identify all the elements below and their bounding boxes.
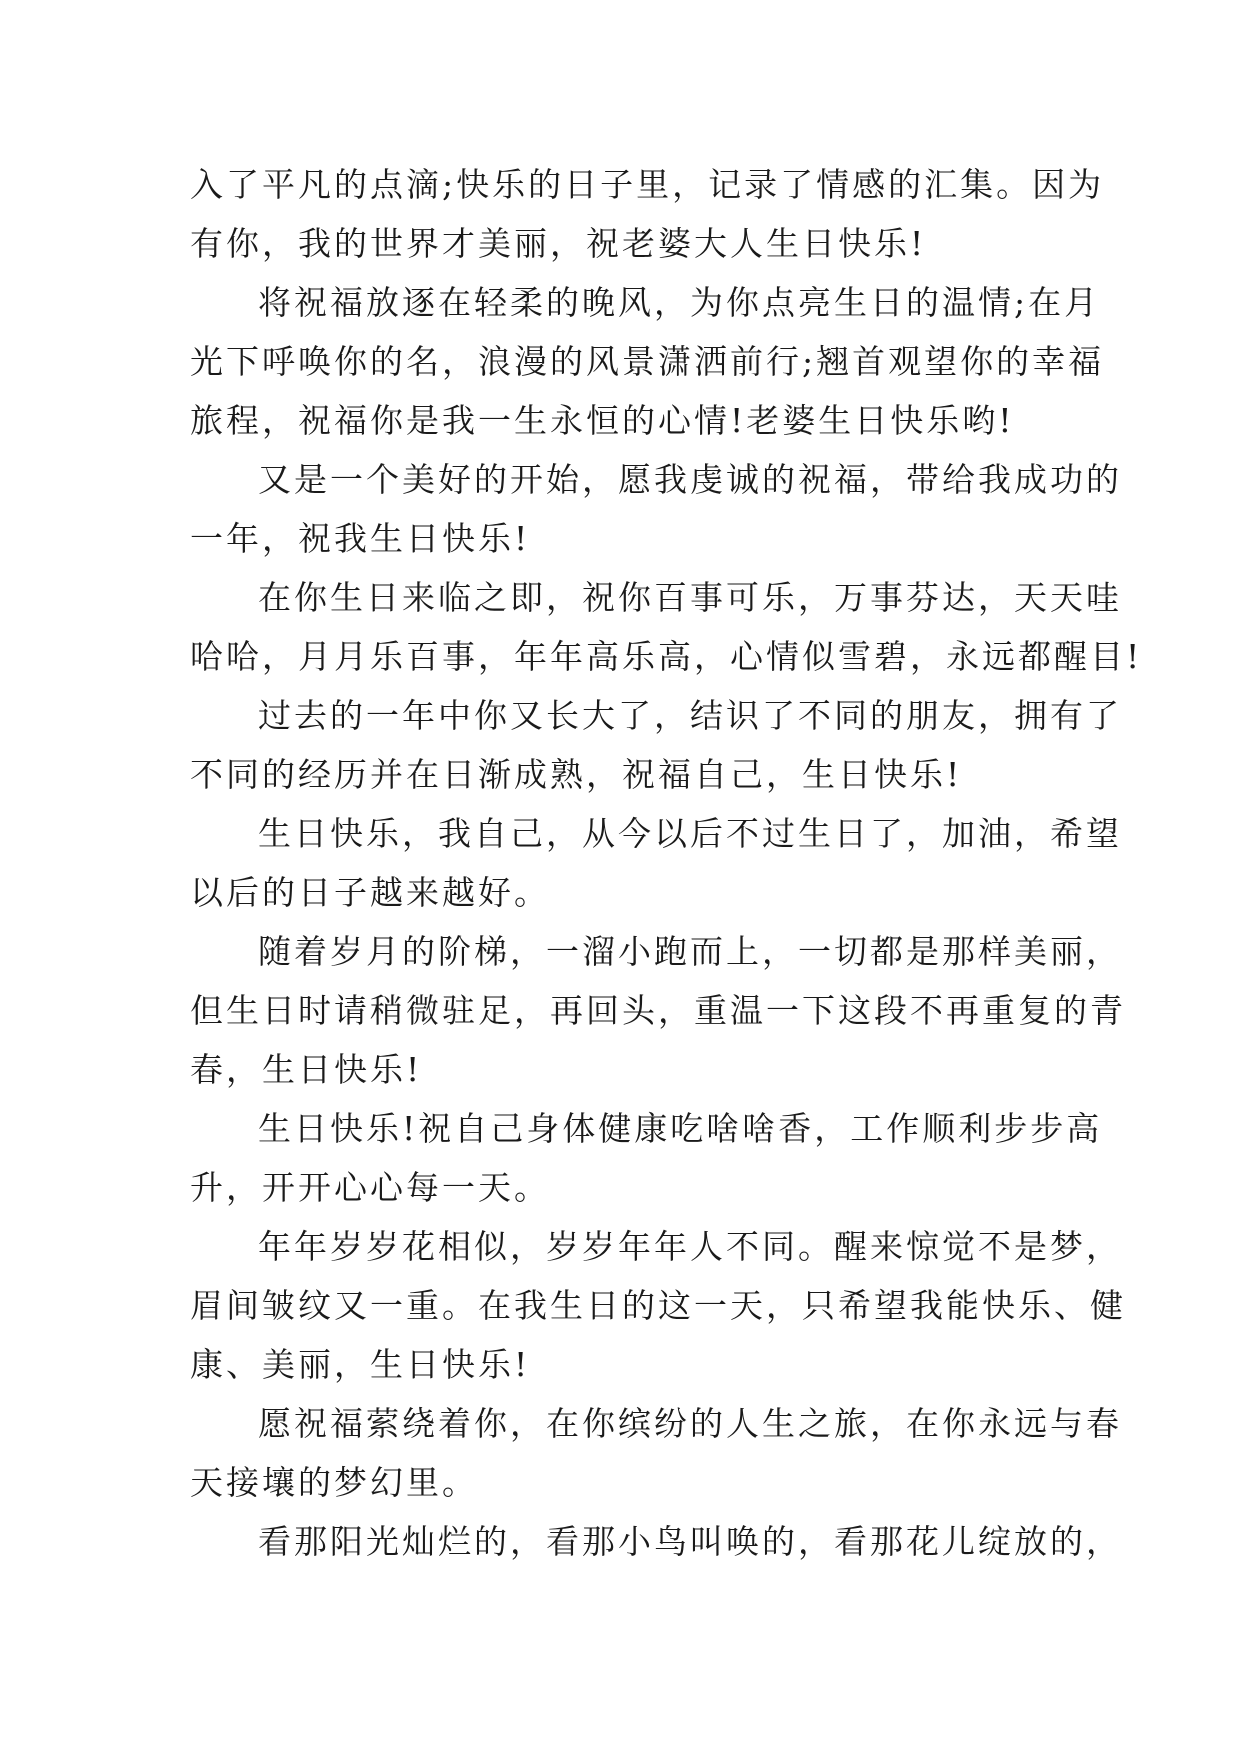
paragraph-first-line: 随着岁月的阶梯，一溜小跑而上，一切都是那样美丽， (258, 932, 1122, 971)
text-line: 升，开开心心每一天。 (190, 1168, 550, 1207)
paragraph-first-line: 愿祝福萦绕着你，在你缤纷的人生之旅，在你永远与春 (258, 1404, 1122, 1443)
text-line: 一年，祝我生日快乐! (190, 519, 531, 558)
paragraph-first-line: 年年岁岁花相似，岁岁年年人不同。醒来惊觉不是梦， (258, 1227, 1122, 1266)
text-line: 旅程，祝福你是我一生永恒的心情!老婆生日快乐哟! (190, 401, 1015, 440)
text-line: 入了平凡的点滴;快乐的日子里，记录了情感的汇集。因为 (190, 165, 1105, 204)
text-line: 眉间皱纹又一重。在我生日的这一天，只希望我能快乐、健 (190, 1286, 1126, 1325)
text-line: 但生日时请稍微驻足，再回头，重温一下这段不再重复的青 (190, 991, 1126, 1030)
paragraph-first-line: 将祝福放逐在轻柔的晚风，为你点亮生日的温情;在月 (258, 283, 1101, 322)
paragraph-first-line: 生日快乐，我自己，从今以后不过生日了，加油，希望 (258, 814, 1122, 853)
text-line: 春，生日快乐! (190, 1050, 423, 1089)
paragraph-first-line: 又是一个美好的开始，愿我虔诚的祝福，带给我成功的 (258, 460, 1122, 499)
text-line: 康、美丽，生日快乐! (190, 1345, 531, 1384)
paragraph-first-line: 在你生日来临之即，祝你百事可乐，万事芬达，天天哇 (258, 578, 1122, 617)
text-line: 有你，我的世界才美丽，祝老婆大人生日快乐! (190, 224, 927, 263)
paragraph-first-line: 生日快乐!祝自己身体健康吃啥啥香，工作顺利步步高 (258, 1109, 1103, 1148)
text-line: 以后的日子越来越好。 (190, 873, 550, 912)
text-line: 光下呼唤你的名，浪漫的风景潇洒前行;翘首观望你的幸福 (190, 342, 1105, 381)
text-line: 哈哈，月月乐百事，年年高乐高，心情似雪碧，永远都醒目! (190, 637, 1143, 676)
paragraph-first-line: 过去的一年中你又长大了，结识了不同的朋友，拥有了 (258, 696, 1122, 735)
paragraph-first-line: 看那阳光灿烂的，看那小鸟叫唤的，看那花儿绽放的， (258, 1522, 1122, 1561)
text-line: 天接壤的梦幻里。 (190, 1463, 478, 1502)
text-line: 不同的经历并在日渐成熟，祝福自己，生日快乐! (190, 755, 963, 794)
